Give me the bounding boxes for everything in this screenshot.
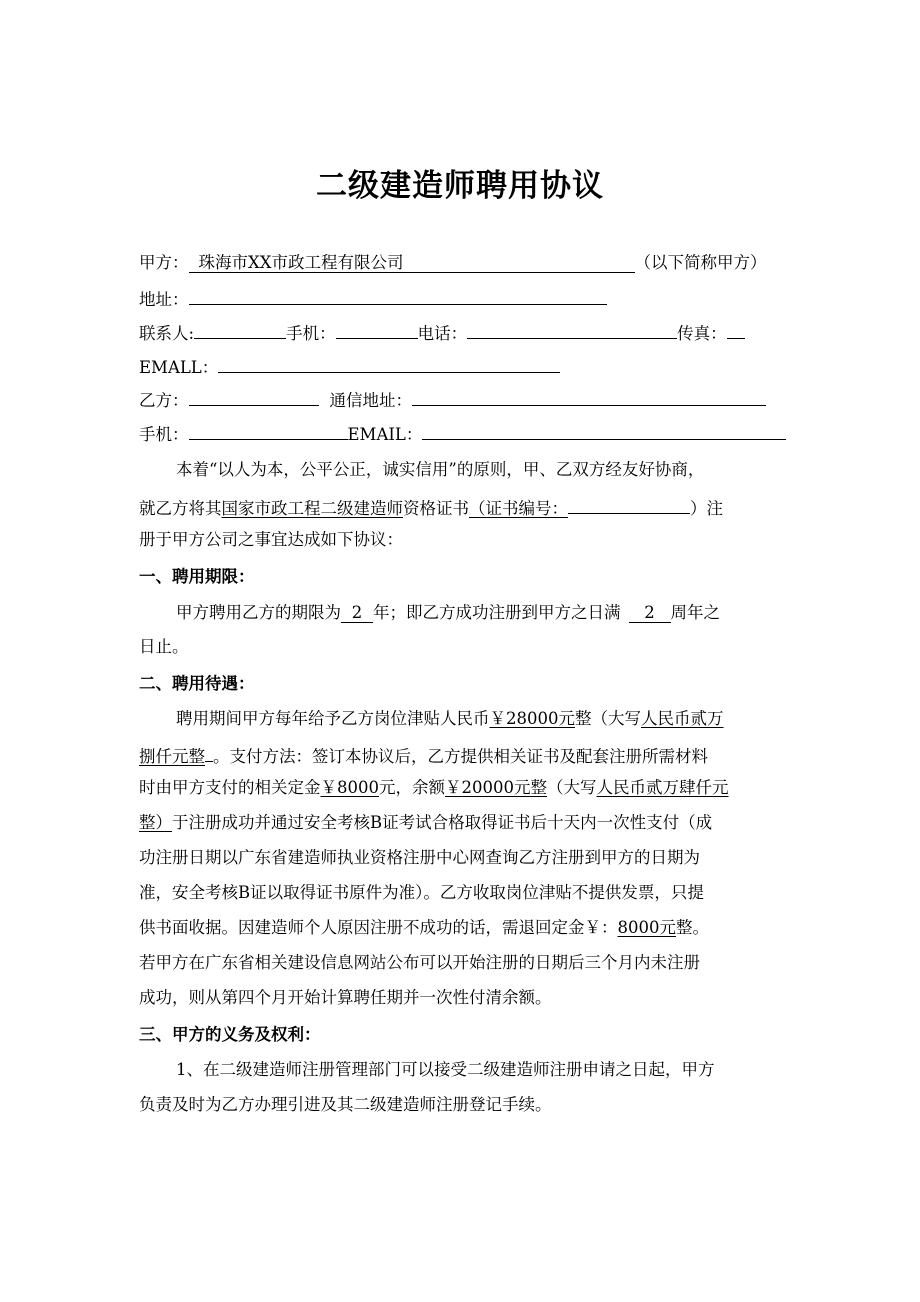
s2-text-2: 整（大写 xyxy=(575,709,641,728)
fax-label: 传真： xyxy=(677,324,727,343)
section-2-line-1 xyxy=(176,708,724,730)
mobile-label: 手机： xyxy=(286,324,336,343)
section-3-item-1-line-1: 1、在二级建造师注册管理部门可以接受二级建造师注册申请之日起，甲方 xyxy=(176,1060,715,1079)
section-2-line-4 xyxy=(139,812,712,834)
party-a-address-line xyxy=(139,285,607,311)
section-1-text-b: 年；即乙方成功注册到甲方之日满 xyxy=(373,603,621,622)
refund-amount: 8000元 xyxy=(617,918,676,937)
party-a-name: 珠海市XX市政工程有限公司 xyxy=(198,253,404,272)
party-a-email-field xyxy=(218,353,560,373)
section-2-line-6: 准，安全考核B证以取得证书原件为准）。乙方收取岗位津贴不提供发票，只提 xyxy=(139,883,704,902)
annual-allowance-cn-2: 捌仟元整 xyxy=(139,747,205,766)
intro-text-b: 资格证书 xyxy=(403,499,469,518)
balance-cn-2: 整） xyxy=(139,813,172,832)
intro-line-1: 本着“以人为本，公平公正，诚实信用”的原则，甲、乙双方经友好协商， xyxy=(176,460,705,479)
s2-text-1: 聘用期间甲方每年给予乙方岗位津贴人民币 xyxy=(176,709,490,728)
party-a-suffix: （以下简称甲方） xyxy=(634,253,767,272)
party-a-email-label: EMALL： xyxy=(139,358,219,377)
intro-line-3: 册于甲方公司之事宜达成如下协议： xyxy=(139,530,403,549)
term-years-field xyxy=(341,603,373,623)
party-a-email-line xyxy=(139,353,560,379)
party-a-line xyxy=(139,252,767,274)
balance-amount: ￥20000元整 xyxy=(445,778,547,797)
s2-text-7: 于注册成功并通过安全考核B证考试合格取得证书后十天内一次性支付（成 xyxy=(172,813,713,832)
contact-field xyxy=(194,319,286,339)
balance-cn-1: 人民币贰万肆仟元 xyxy=(596,778,729,797)
phone-label: 电话： xyxy=(417,324,468,343)
section-3-heading: 三、甲方的义务及权利： xyxy=(139,1025,321,1044)
party-b-label: 乙方： xyxy=(139,391,189,410)
fax-field xyxy=(727,319,745,339)
section-2-line-7 xyxy=(139,917,709,939)
section-1-line-2: 日止。 xyxy=(139,637,189,656)
party-b-email-field xyxy=(422,420,786,440)
party-a-name-field xyxy=(189,253,635,273)
party-b-name-field xyxy=(189,386,319,406)
s2-text-6: （大写 xyxy=(547,778,597,797)
section-2-line-2 xyxy=(139,742,708,768)
contact-label: 联系人: xyxy=(139,324,195,343)
party-a-address-label: 地址： xyxy=(139,290,189,309)
anniversary-years: 2 xyxy=(644,603,655,622)
section-2-line-5: 功注册日期以广东省建造师执业资格注册中心网查询乙方注册到甲方的日期为 xyxy=(139,848,700,867)
mobile-field xyxy=(336,319,418,339)
section-1-text-c: 周年之 xyxy=(670,603,720,622)
section-1-heading: 一、聘用期限： xyxy=(139,567,255,586)
intro-text-c: ）注 xyxy=(690,499,723,518)
party-b-mobile-field xyxy=(189,420,348,440)
party-b-email-label: EMAIL： xyxy=(347,425,423,444)
section-2-line-9: 成功，则从第四个月开始计算聘任期并一次性付清余额。 xyxy=(139,988,552,1007)
section-1-text-a: 甲方聘用乙方的期限为 xyxy=(176,603,341,622)
s2-text-11: 整。 xyxy=(676,918,709,937)
section-3-item-1-line-2: 负责及时为乙方办理引进及其二级建造师注册登记手续。 xyxy=(139,1095,552,1114)
party-a-contact-line xyxy=(139,319,745,345)
document-title: 二级建造师聘用协议 xyxy=(316,168,604,204)
deposit-amount: ￥8000 xyxy=(320,778,379,797)
section-2-line-8: 若甲方在广东省相关建设信息网站公布可以开始注册的日期后三个月内未注册 xyxy=(139,953,700,972)
term-years: 2 xyxy=(351,603,363,622)
party-a-address-field xyxy=(189,285,607,305)
annual-allowance: ￥28000元 xyxy=(489,709,575,728)
party-b-mobile-label: 手机： xyxy=(139,425,189,444)
phone-field xyxy=(467,319,677,339)
s2-text-4: 时由甲方支付的相关定金 xyxy=(139,778,321,797)
section-2-line-3 xyxy=(139,777,729,799)
intro-line-2 xyxy=(139,494,723,520)
party-b-address-label: 通信地址： xyxy=(329,391,412,410)
section-2-heading: 二、聘用待遇： xyxy=(139,674,255,693)
intro-text-a: 就乙方将其 xyxy=(139,499,222,518)
s2-text-5: 元，余额 xyxy=(379,778,445,797)
cert-number-field xyxy=(568,494,690,514)
s2-text-10: 供书面收据。因建造师个人原因注册不成功的话，需退回定金￥： xyxy=(139,918,618,937)
section-1-line-1 xyxy=(176,602,720,624)
s2-text-3: 。支付方法：签订本协议后，乙方提供相关证书及配套注册所需材料 xyxy=(213,747,708,766)
anniversary-years-field xyxy=(629,603,671,623)
party-b-contact-line xyxy=(139,420,786,446)
party-b-line xyxy=(139,386,766,412)
cert-number-label: （证书编号： xyxy=(469,499,568,518)
cert-name: 国家市政工程二级建造师 xyxy=(221,499,403,518)
party-a-label: 甲方： xyxy=(139,253,189,272)
annual-allowance-cn-1: 人民币贰万 xyxy=(641,709,724,728)
party-b-address-field xyxy=(412,386,766,406)
